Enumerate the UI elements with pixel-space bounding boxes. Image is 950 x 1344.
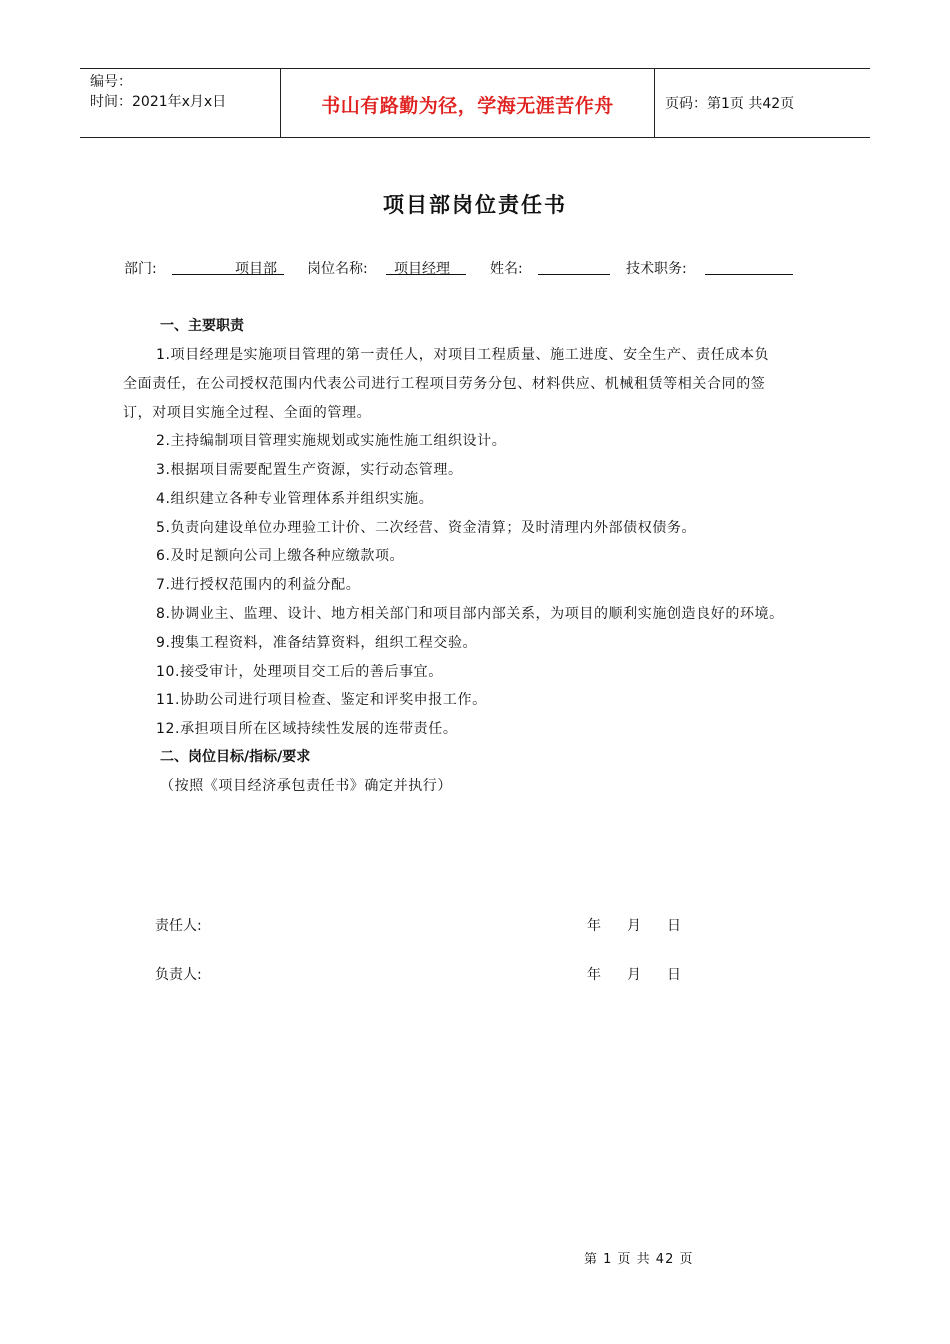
duty-item: 7.进行授权范围内的利益分配。	[156, 577, 361, 593]
leader-label: 负责人:	[155, 967, 202, 983]
duty-item: 4.组织建立各种专业管理体系并组织实施。	[156, 491, 434, 507]
name-label: 姓名:	[490, 261, 523, 277]
dept-value: 项目部	[235, 261, 277, 277]
duty-item: 5.负责向建设单位办理验工计价、二次经营、资金清算；及时清理内外部债权债务。	[156, 520, 697, 536]
date-month: 月	[627, 918, 641, 934]
duty-item: 订，对项目实施全过程、全面的管理。	[123, 405, 372, 421]
duty-item: 11.协助公司进行项目检查、鉴定和评奖申报工作。	[156, 692, 487, 708]
responsible-person-label: 责任人:	[155, 918, 202, 934]
date-label: 时间：2021年x月x日	[90, 94, 227, 110]
date-year: 年	[587, 918, 601, 934]
date-day: 日	[667, 918, 681, 934]
date-year: 年	[587, 967, 601, 983]
duty-item: 12.承担项目所在区域持续性发展的连带责任。	[156, 721, 458, 737]
dept-label: 部门:	[124, 261, 157, 277]
date-day: 日	[667, 967, 681, 983]
duty-item: 8.协调业主、监理、设计、地方相关部门和项目部内部关系，为项目的顺利实施创造良好的环境。	[156, 606, 784, 622]
motto-text: 书山有路勤为径，学海无涯苦作舟	[321, 95, 614, 117]
date-month: 月	[627, 967, 641, 983]
name-underline	[538, 274, 610, 275]
document-header	[80, 68, 870, 138]
header-info-cell	[80, 69, 281, 137]
header-page-info: 页码：第1页 共42页	[665, 96, 795, 112]
duty-item: 全面责任，在公司授权范围内代表公司进行工程项目劳务分包、材料供应、机械租赁等相关合同的签	[123, 376, 766, 392]
header-page-cell	[655, 69, 870, 137]
section-note: （按照《项目经济承包责任书》确定并执行）	[160, 778, 452, 794]
header-motto-cell	[281, 69, 655, 137]
position-value: 项目经理	[394, 261, 450, 277]
position-label: 岗位名称:	[307, 261, 368, 277]
number-label: 编号：	[90, 74, 132, 90]
duty-item: 2.主持编制项目管理实施规划或实施性施工组织设计。	[156, 433, 507, 449]
page-footer: 第 1 页 共 42 页	[584, 1252, 694, 1267]
document-title: 项目部岗位责任书	[383, 193, 567, 217]
duty-item: 6.及时足额向公司上缴各种应缴款项。	[156, 548, 405, 564]
section-heading: 二、岗位目标/指标/要求	[160, 749, 311, 765]
tech-title-underline	[705, 274, 793, 275]
duty-item: 3.根据项目需要配置生产资源，实行动态管理。	[156, 462, 463, 478]
duty-item: 9.搜集工程资料，准备结算资料，组织工程交验。	[156, 635, 478, 651]
duty-item: 10.接受审计，处理项目交工后的善后事宜。	[156, 664, 443, 680]
tech-title-label: 技术职务:	[626, 261, 687, 277]
duty-item: 1.项目经理是实施项目管理的第一责任人，对项目工程质量、施工进度、安全生产、责任成本负	[156, 347, 770, 363]
section-heading: 一、主要职责	[160, 318, 244, 334]
